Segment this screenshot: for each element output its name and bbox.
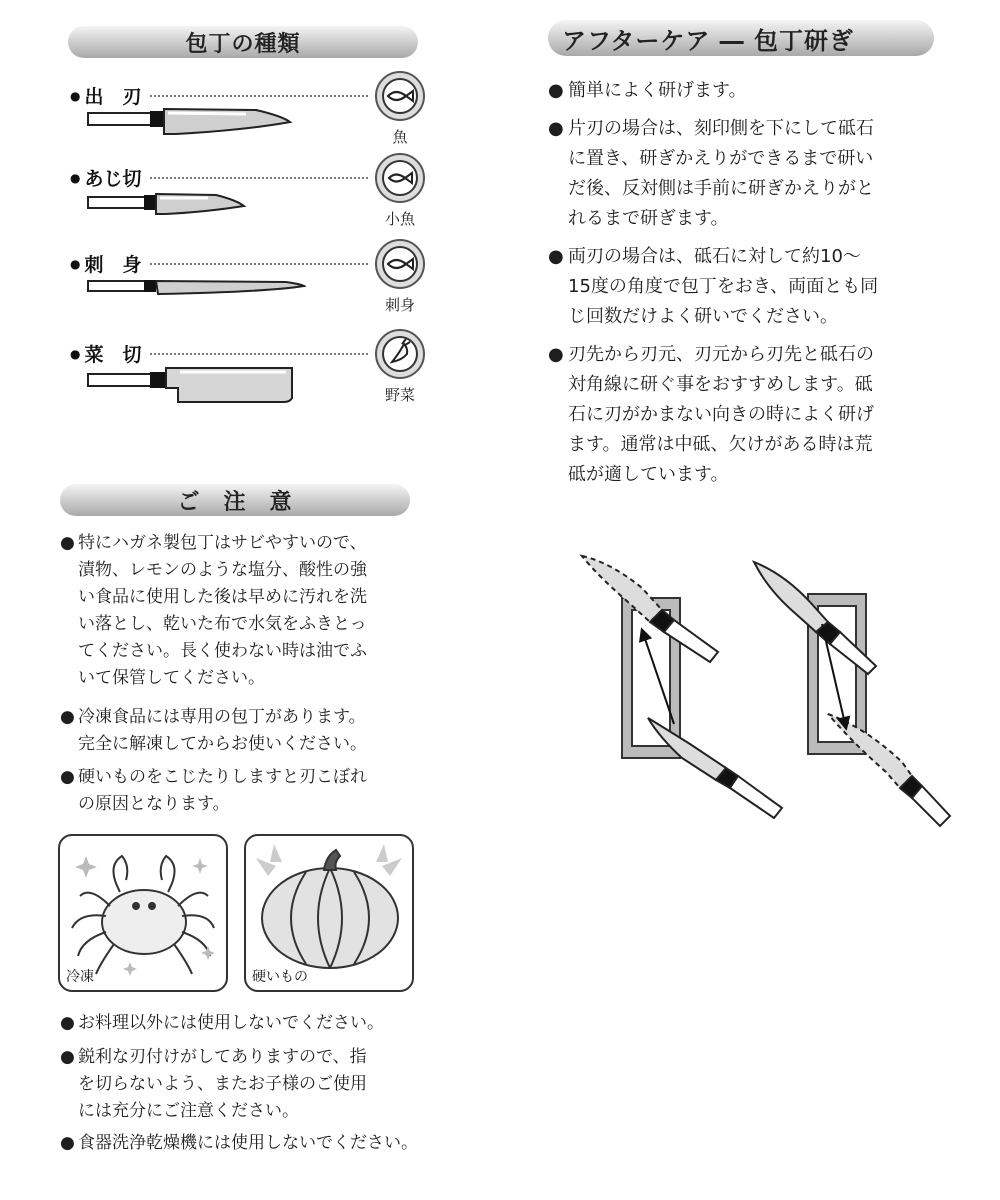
knife-name: ● 出 刃 <box>70 86 142 108</box>
caution-item: ● 食器洗浄乾燥機には使用しないでください。 <box>60 1133 418 1153</box>
knife-use-label: 刺身 <box>384 296 415 314</box>
knife-name: ● 菜 切 <box>70 344 142 366</box>
knife-bottom-left-icon <box>648 718 782 818</box>
caution-item: ● 冷凍食品には専用の包丁があります。 完全に解凍してからお使いください。 <box>60 707 367 754</box>
ajikiri-knife-icon <box>86 186 256 218</box>
knife-row-deba <box>0 82 440 162</box>
hard-food-panel <box>244 834 414 992</box>
fish-badge-icon <box>374 70 426 122</box>
frozen-panel <box>58 834 228 992</box>
hard-food-label: 硬いもの <box>252 969 308 985</box>
sashimi-badge-icon <box>374 238 426 290</box>
knife-types-title: 包丁の種類 <box>185 31 301 57</box>
aftercare-item: ● 刃先から刃元、刃元から刃先と砥石の 対角線に研ぐ事をおすすめします。砥 石に刃がかまない向きの時によく研げ ます。通常は中砥、欠けがある時は荒 砥が適しています。 <box>548 344 874 485</box>
knife-types-header <box>68 26 418 58</box>
knife-name: ● 刺 身 <box>70 254 142 276</box>
caution-item: ● 硬いものをこじたりしますと刃こぼれ の原因となります。 <box>60 767 367 814</box>
aftercare-header <box>548 20 934 56</box>
deba-knife-icon <box>86 104 296 136</box>
caution-item: ● 鋭利な刃付けがしてありますので、指 を切らないよう、またお子様のご使用 には充分にご注意ください。 <box>60 1047 367 1121</box>
nakiri-knife-icon <box>86 362 301 404</box>
knife-use-label: 小魚 <box>384 210 415 228</box>
small-fish-badge-icon <box>374 152 426 204</box>
dotted-leader <box>150 353 368 355</box>
knife-row-ajikiri <box>0 164 440 244</box>
aftercare-item: ● 両刃の場合は、砥石に対して約10～ 15度の角度で包丁をおき、両面とも同 じ回数だけよく研いでください。 <box>548 246 879 327</box>
caution-item: ● 特にハガネ製包丁はサビやすいので、 漬物、レモンのような塩分、酸性の強 い食品に使用した後は早めに汚れを洗 い落とし、乾いた布で水気をふきとっ てください。長く使わない時は油でふ いて保管してください。 <box>60 533 367 688</box>
knife-row-sashimi <box>0 250 440 330</box>
knife-name: ● あじ切 <box>70 168 142 190</box>
frozen-label: 冷凍 <box>66 969 94 985</box>
aftercare-item: ● 片刃の場合は、刻印側を下にして砥石 に置き、研ぎかえりができるまで研い だ後、反対側は手前に研ぎかえりがと れるまで研ぎます。 <box>548 118 874 229</box>
dotted-leader <box>150 263 368 265</box>
caution-header <box>60 484 410 516</box>
knife-use-label: 野菜 <box>384 386 415 404</box>
caution-title: ご 注 意 <box>177 489 293 515</box>
dotted-leader <box>150 95 368 97</box>
sharpening-diagram <box>570 548 960 848</box>
vegetable-badge-icon <box>374 328 426 380</box>
sashimi-knife-icon <box>86 272 306 304</box>
aftercare-title: アフターケア ― 包丁研ぎ <box>562 26 855 55</box>
caution-item: ● お料理以外には使用しないでください。 <box>60 1013 384 1033</box>
knife-row-nakiri <box>0 340 440 420</box>
knife-bottom-right-icon <box>828 714 950 826</box>
dotted-leader <box>150 177 368 179</box>
knife-use-label: 魚 <box>392 128 408 146</box>
aftercare-item: ● 簡単によく研げます。 <box>548 80 747 101</box>
